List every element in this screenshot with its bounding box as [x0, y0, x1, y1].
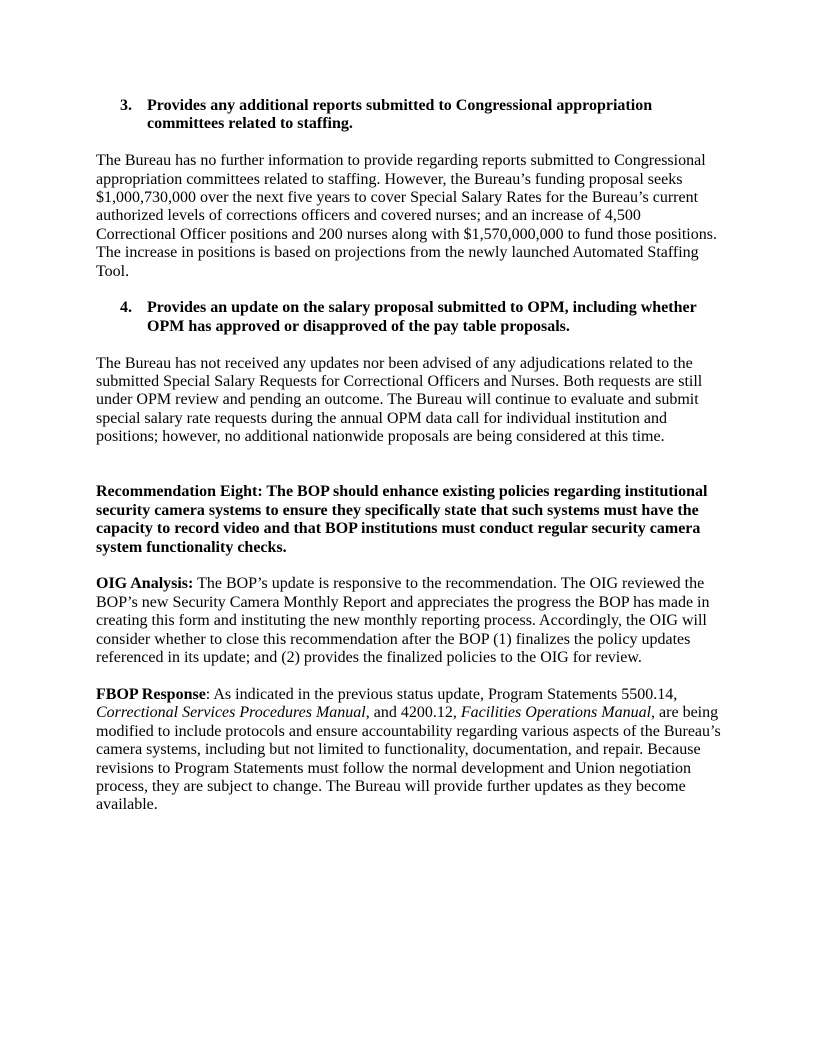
numbered-item-4: [96, 299, 722, 336]
fbop-response-text-2: , and 4200.12,: [365, 704, 461, 722]
fbop-response-text-3: , are being modified to include protocols and ensure accountability regarding various aspects of the Bureau’s camera systems, including but not limited to functionality, documentation, and repair. Because revisions to Program Statements must follow the normal development and Union negotiation process, they are subject to change. The Bureau will provide further updates as they become available.: [96, 704, 721, 814]
document-content: [96, 97, 722, 833]
oig-analysis-text: The BOP’s update is responsive to the recommendation. The OIG reviewed the BOP’s new Security Camera Monthly Report and appreciates the progress the BOP has made in creating this form and instituting the new monthly reporting process. Accordingly, the OIG will consider whether to close this recommendation after the BOP (1) finalizes the policy updates referenced in its update; and (2) provides the finalized policies to the OIG for review.: [96, 575, 710, 667]
item-3-text: Provides any additional reports submitted to Congressional appropriation committees related to staffing.: [147, 97, 653, 133]
recommendation-eight-heading: Recommendation Eight: The BOP should enhance existing policies regarding institutional security camera systems to ensure they specifically state that such systems must have the capacity to record video and that BOP institutions must conduct regular security camera system functionality checks.: [96, 483, 708, 556]
item-4-number: 4.: [120, 299, 132, 317]
item-4-text: Provides an update on the salary proposal submitted to OPM, including whether OPM has approved or disapproved of the pay table proposals.: [147, 299, 697, 335]
paragraph-bureau-reports: The Bureau has no further information to provide regarding reports submitted to Congressional appropriation committees related to staffing. However, the Bureau’s funding proposal seeks $1,000,730,000 over the next five years to cover Special Salary Rates for the Bureau’s current authorized levels of corrections officers and covered nurses; and an increase of 4,500 Correctional Officer positions and 200 nurses along with $1,570,000,000 to fund those positions. The increase in positions is based on projections from the newly launched Automated Staffing Tool.: [96, 152, 717, 280]
fbop-response-paragraph: [96, 686, 722, 815]
fbop-response-manual-title-2: Facilities Operations Manual: [460, 704, 652, 722]
item-3-number: 3.: [120, 97, 132, 114]
paragraph-opm-update: The Bureau has not received any updates nor been advised of any adjudications related to the submitted Special Salary Requests for Correctional Officers and Nurses. Both requests are still under OPM review and pending an outcome. The Bureau will continue to evaluate and submit special salary rate requests during the annual OPM data call for individual institution and positions; however, no additional nationwide proposals are being considered at this time.: [96, 354, 703, 446]
oig-analysis-paragraph: [96, 575, 722, 667]
fbop-response-manual-title-1: Correctional Services Procedures Manual: [96, 704, 366, 722]
oig-analysis-label: OIG Analysis:: [96, 575, 194, 593]
fbop-response-text-1: : As indicated in the previous status update, Program Statements 5500.14,: [205, 685, 678, 703]
fbop-response-label: FBOP Response: [96, 685, 206, 703]
numbered-item-3: [96, 97, 722, 134]
